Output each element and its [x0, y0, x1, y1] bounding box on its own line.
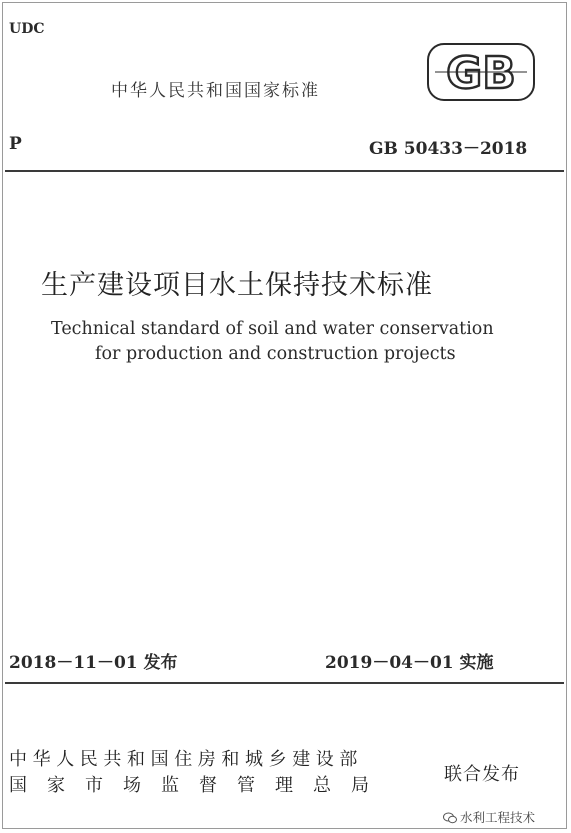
wechat-icon — [443, 812, 457, 824]
title-english-line2: for production and construction projects — [95, 344, 456, 364]
title-english-line1: Technical standard of soil and water conservation — [51, 319, 494, 339]
issuer-line1: 中华人民共和国住房和城乡建设部 — [9, 749, 363, 770]
udc-label: UDC — [9, 21, 45, 37]
title-chinese: 生产建设项目水土保持技术标准 — [41, 270, 433, 301]
standard-number: GB 50433－2018 — [369, 139, 528, 159]
header-divider — [5, 170, 564, 172]
footer-divider — [5, 682, 564, 684]
standard-cover — [2, 2, 567, 829]
implementation-date: 2019－04－01 实施 — [325, 653, 494, 673]
classification-code: P — [9, 134, 22, 154]
publish-date: 2018－11－01 发布 — [9, 653, 178, 673]
watermark-text: 水利工程技术 — [460, 810, 536, 825]
gb-logo-text: GB — [446, 48, 516, 99]
issuing-body-heading: 中华人民共和国国家标准 — [111, 81, 320, 101]
joint-issue-label: 联合发布 — [444, 764, 520, 785]
watermark — [443, 808, 535, 826]
gb-logo-icon — [427, 43, 535, 101]
issuer-line2: 国家市场监督管理总局 — [9, 775, 389, 796]
